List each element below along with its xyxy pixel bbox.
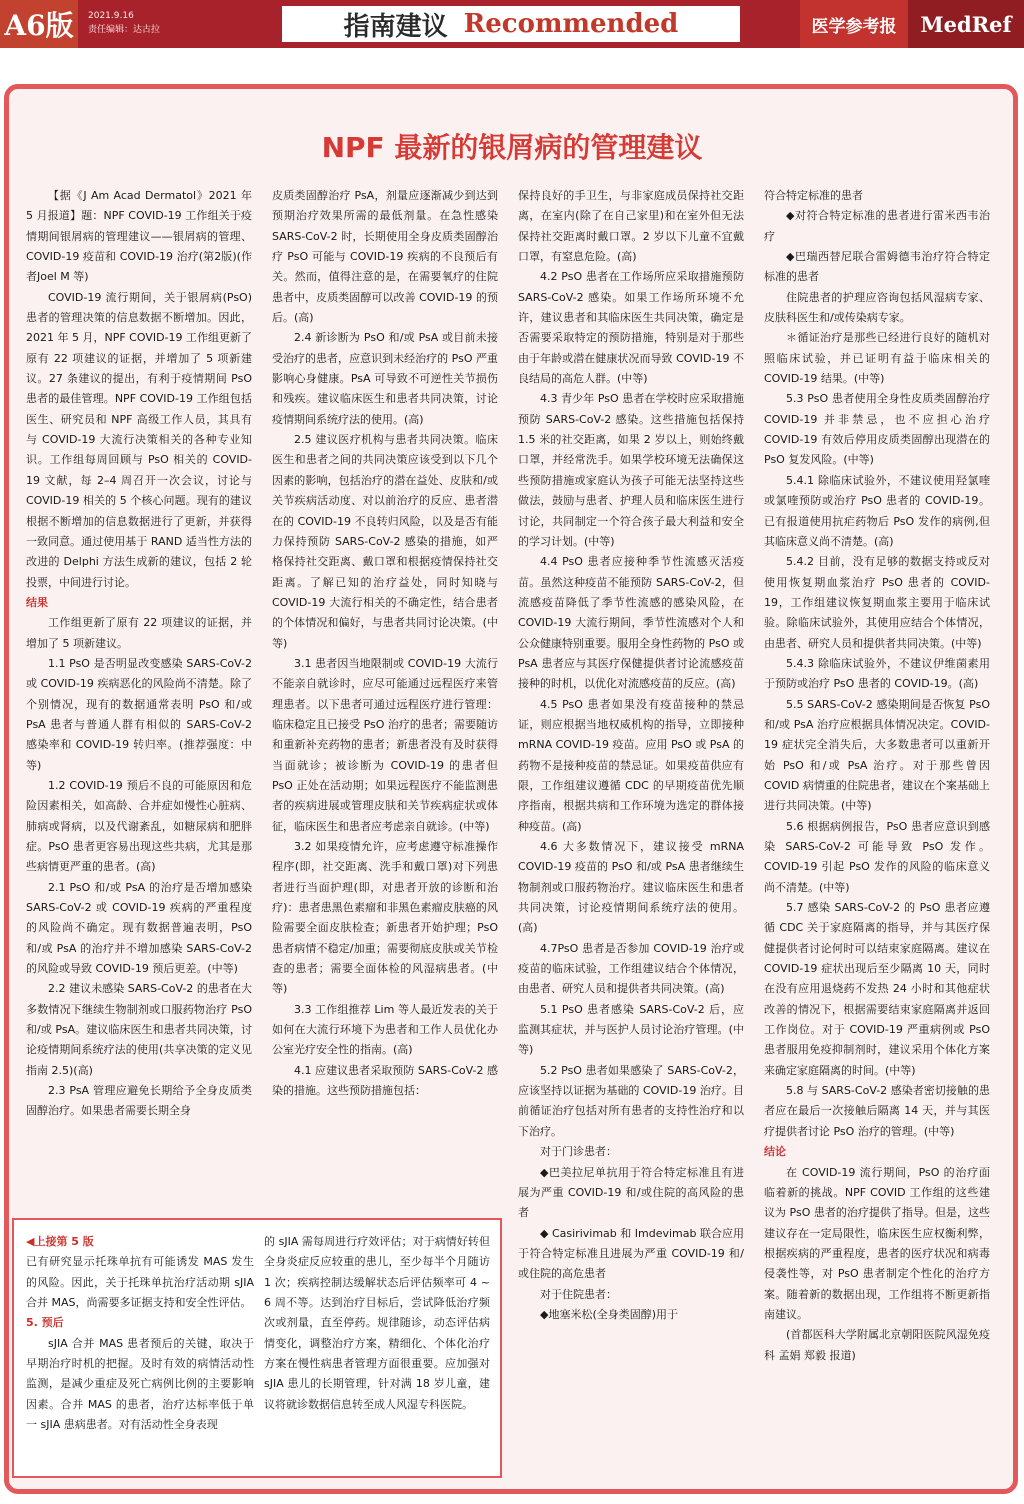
paragraph: 皮质类固醇治疗 PsA，剂量应逐渐减少到达到预期治疗效果所需的最低剂量。在急性感染 SARS-CoV-2 时，长期使用全身皮质类固醇治疗 PsO 可能与 COVID-19 疾病的不良预后有关。然而，值得注意的是，在需要氧疗的住院患者中，皮质类固醇可以改善 COVID-19 的预后。(高) <box>272 189 498 325</box>
issue-editor: 责任编辑：达古拉 <box>88 25 161 35</box>
paragraph: 4.5 PsO 患者如果没有疫苗接种的禁忌证，则应根据当地权威机构的指导，立即接种 mRNA COVID-19 疫苗。应用 PsO 或 PsA 的药物不是接种疫苗的禁忌证。如果疫苗供应有限，工作组建议遵循 CDC 的早期疫苗优先顺序指南，根据共病和工作环境为选定的群体接种疫苗。(高) <box>518 697 744 833</box>
issue-info <box>78 0 228 48</box>
paragraph: 1.1 PsO 是否明显改变感染 SARS-CoV-2 或 COVID-19 疾病恶化的风险尚不清楚。除了个别情况，现有的数据通常表明 PsO 和/或 PsA 患者与普通人群有相似的 SARS-CoV-2 感染率和 COVID-19 转归率。(推荐强度：中等) <box>26 656 252 772</box>
paragraph: 的 sJIA 需每周进行疗效评估；对于病情好转但全身炎症反应较重的患儿，至少每半个月随访 1 次；疾病控制达缓解状态后评估频率可 4 ~ 6 周不等。达到治疗目标后，尝试降低治疗频次或剂量，直至停药。规律随诊，动态评估病情变化，调整治疗方案，精细化、个体化治疗方案在慢性病患者管理方面很重要。应加强对 sJIA 患儿的长期管理，针对满 18 岁儿童，建议将就诊数据信息转至成人风湿专科医院。 <box>264 1235 490 1411</box>
paragraph: 5.2 PsO 患者如果感染了 SARS-CoV-2，应该坚持以证据为基础的 COVID-19 治疗。目前循证治疗包括对所有患者的支持性治疗和以下治疗。 <box>518 1063 744 1138</box>
section-heading: 5. 预后 <box>26 1316 64 1330</box>
paragraph: 2.5 建议医疗机构与患者共同决策。临床医生和患者之间的共同决策应该受到以下几个因素的影响，包括治疗的潜在益处、皮肤和/或关节疾病活动度、对以前治疗的反应、患者潜在的 COVID-19 不良转归风险，以及是否有能力保持预防 SARS-CoV-2 感染的措施，如严格保持社交距离、戴口罩和根据疫情保持社交距离。了解已知的治疗益处，同时知晓与 COVID-19 大流行相关的不确定性，结合患者的个体情况和偏好，与患者共同讨论决策。(中等) <box>272 433 498 650</box>
section-heading: 结论 <box>764 1145 786 1159</box>
paragraph: 4.3 青少年 PsO 患者在学校时应采取措施预防 SARS-CoV-2 感染。这些措施包括保持 1.5 米的社交距离，如果 2 岁以上，则始终戴口罩，并经常洗手。如果学校环境无法确保这些预防措施或家庭认为孩子可能无法坚持这些做法，鼓励与患者、护理人员和临床医生进行讨论，共同制定一个符合孩子最大利益和安全的学习计划。(中等) <box>518 392 744 548</box>
page-number: A6版 <box>0 0 78 48</box>
article-column-4 <box>764 186 990 1476</box>
article-column-2 <box>272 186 498 1210</box>
paragraph: ◆ Casirivimab 和 Imdevimab 联合应用于符合特定标准且进展为严重 COVID-19 和/或住院的高危患者 <box>518 1226 744 1281</box>
paragraph: 对于门诊患者： <box>540 1145 617 1159</box>
section-heading: 结果 <box>26 595 48 609</box>
paragraph: 在 COVID-19 流行期间，PsO 的治疗面临着新的挑战。NPF COVID 工作组的这些建议为 PsO 患者的治疗提供了指导。但是，这些建议存在一定局限性，临床医生应权衡利弊，根据疾病的严重程度，患者的医疗状况和病毒侵袭性等，对 PsO 患者制定个性化的治疗方案。随着新的数据出现，工作组将不断更新指南建议。 <box>764 1165 990 1321</box>
continued-column-1 <box>26 1232 254 1476</box>
paragraph: ◆巴瑞西替尼联合雷姆德韦治疗符合特定标准的患者 <box>764 250 990 284</box>
continued-from-mark: ◀上接第 5 版 <box>26 1235 94 1248</box>
paragraph: 5.5 SARS-CoV-2 感染期间是否恢复 PsO 和/或 PsA 治疗应根据具体情况决定。COVID-19 症状完全消失后，大多数患者可以重新开始 PsO 和/或 PsA 治疗。对于那些曾因 COVID 病情重的住院患者，建议在个案基础上进行共同决策。(中等) <box>764 697 990 813</box>
paragraph: 4.2 PsO 患者在工作场所应采取措施预防 SARS-CoV-2 感染。如果工作场所环境不允许，建议患者和其临床医生共同决策，确定是否需要采取特定的预防措施，特别是对于那些由于年龄或潜在健康状况而导致 COVID-19 不良结局的高危人群。(中等) <box>518 270 744 386</box>
paragraph: 2.1 PsO 和/或 PsA 的治疗是否增加感染 SARS-CoV-2 或 COVID-19 疾病的严重程度的风险尚不确定。现有数据普遍表明，PsO 和/或 PsA 的治疗并不增加感染 SARS-CoV-2 的风险或导致 COVID-19 预后更差。(中等) <box>26 880 252 976</box>
paragraph: 【据《J Am Acad Dermatol》2021 年 5 月报道】题：NPF COVID-19 工作组关于疫情期间银屑病的管理建议——银屑病的管理、COVID-19 疫苗和 COVID-19 治疗(第2版)(作者Joel M 等) <box>26 189 252 284</box>
paragraph: 4.6 大多数情况下，建议接受 mRNA COVID-19 疫苗的 PsO 和/或 PsA 患者继续生物制剂或口服药物治疗。建议临床医生和患者共同决策，讨论疫情期间系统疗法的使用。(高) <box>518 840 744 935</box>
paragraph: 1.2 COVID-19 预后不良的可能原因和危险因素相关，如高龄、合并症如慢性心脏病、肺病或肾病，以及代谢紊乱，如糖尿病和肥胖症。PsO 患者更容易出现这些共病，尤其是那些病情更严重的患者。(高) <box>26 778 252 874</box>
section-title-cn: 指南建议 <box>343 11 448 42</box>
paragraph: 2.4 新诊断为 PsO 和/或 PsA 或目前未接受治疗的患者，应意识到未经治疗的 PsO 严重影响心身健康。PsA 可导致不可逆性关节损伤和残疾。建议临床医生和患者共同决策，讨论疫情期间系统疗法的使用。(高) <box>272 331 498 426</box>
article-title: NPF 最新的银屑病的管理建议 <box>321 131 703 164</box>
paragraph: 5.4.3 除临床试验外，不建议伊维菌素用于预防或治疗 PsO 患者的 COVID-19。(高) <box>764 656 990 691</box>
paragraph: 2.2 建议未感染 SARS-CoV-2 的患者在大多数情况下继续生物制剂或口服药物治疗 PsO 和/或 PsA。建议临床医生和患者共同决策，讨论疫情期间系统疗法的使用(共享决策的定义见指南 2.5)(高) <box>26 982 252 1077</box>
paragraph: ◆对符合特定标准的患者进行雷米西韦治疗 <box>764 209 990 243</box>
paragraph: 5.3 PsO 患者使用全身性皮质类固醇治疗 COVID-19 并非禁忌，也不应担心治疗 COVID-19 有效后停用皮质类固醇出现潜在的 PsO 复发风险。(中等) <box>764 392 990 467</box>
paragraph: (首都医科大学附属北京朝阳医院风湿免疫科 孟娟 郑毅 报道) <box>764 1328 990 1362</box>
paragraph: 3.2 如果疫情允许，应考虑遵守标准操作程序(即，社交距离、洗手和戴口罩)对下列患者进行当面护理(即，对患者开放的诊断和治疗)：患者患黑色素瘤和非黑色素瘤皮肤癌的风险需要全面皮肤检查；新患者开始护理；PsO 患者病情不稳定/加重；需要彻底皮肤或关节检查的患者；需要全面体检的风湿病患者。(中等) <box>272 840 498 996</box>
paragraph: 5.8 与 SARS-CoV-2 感染者密切接触的患者应在最后一次接触后隔离 14 天，并与其医疗提供者讨论 PsO 治疗的管理。(中等) <box>764 1084 990 1138</box>
paragraph: 3.1 患者因当地限制或 COVID-19 大流行不能亲自就诊时，应尽可能通过远程医疗来管理患者。以下患者可通过远程医疗进行管理：临床稳定且已接受 PsO 治疗的患者；需要随访和重新补充药物的患者；新患者没有及时获得当面就诊；被诊断为 COVID-19 的患者但 PsO 正处在活动期；如果远程医疗不能监测患者的疾病进展或管理皮肤和关节疾病症状或体征，临床医生和患者应考虑亲自就诊。(中等) <box>272 656 498 833</box>
issue-date: 2021.9.16 <box>88 11 134 21</box>
brand-name-cn: 医学参考报 <box>800 0 908 48</box>
paragraph: COVID-19 流行期间，关于银屑病(PsO)患者的管理决策的信息数据不断增加。因此，2021 年 5 月，NPF COVID-19 工作组更新了原有 22 项建议的证据，并增加了 5 项新建议。27 条建议的提出，有利于疫情期间 PsO 患者的最佳管理。NPF COVID-19 工作组包括医生、研究员和 NPF 高级工作人员，其具有与 COVID-19 大流行决策相关的各种专业知识。工作组每周回顾与 PsO 相关的 COVID-19 文献，每 2–4 周召开一次会议，讨论与 COVID-19 相关的 5 个核心问题。现有的建议根据不断增加的信息数据进行了更新，并获得一致同意。通过使用基于 RAND 适当性方法的改进的 Delphi 方法生成新的建议，包括 2 轮投票，中间进行讨论。 <box>26 290 253 589</box>
paragraph: 5.7 感染 SARS-CoV-2 的 PsO 患者应遵循 CDC 关于家庭隔离的指导，并与其医疗保健提供者讨论何时可以结束家庭隔离。建议在 COVID-19 症状出现后至少隔离 10 天，同时在没有应用退烧药不发热 24 小时和其他症状改善的情况下，根据需要结束家庭隔离并返回工作岗位。对于 COVID-19 严重病例或 PsO 患者服用免疫抑制剂时，建议采用个体化方案来确定家庭隔离的时间。(中等) <box>764 901 990 1077</box>
section-title <box>282 6 740 42</box>
paragraph: 5.4.1 除临床试验外，不建议使用羟氯喹或氯喹预防或治疗 PsO 患者的 COVID-19。已有报道使用抗疟药物后 PsO 发作的病例,但其临床意义尚不清楚。(高) <box>764 473 990 548</box>
paragraph: 住院患者的护理应咨询包括风湿病专家、皮肤科医生和/或传染病专家。 <box>764 290 990 325</box>
paragraph: ＊循证治疗是那些已经进行良好的随机对照临床试验，并已证明有益于临床相关的 COVID-19 结果。(中等) <box>764 331 990 386</box>
paragraph: 5.1 PsO 患者感染 SARS-CoV-2 后，应监测其症状，并与医护人员讨论治疗管理。(中等) <box>518 1002 744 1057</box>
paragraph: 符合特定标准的患者 <box>764 189 863 202</box>
paragraph: 3.3 工作组推荐 Lim 等人最近发表的关于如何在大流行环境下为患者和工作人员优化办公室光疗安全性的指南。(高) <box>272 1002 498 1057</box>
paragraph: 5.4.2 目前，没有足够的数据支持或反对使用恢复期血浆治疗 PsO 患者的 COVID-19，工作组建议恢复期血浆主要用于临床试验。除临床试验外，其使用应结合个体情况，由患者、研究人员和提供者共同决策。(中等) <box>764 555 990 650</box>
brand-name-en: MedRef <box>908 0 1024 48</box>
paragraph: 5.6 根据病例报告，PsO 患者应意识到感染 SARS-CoV-2 可能导致 PsO 发作。COVID-19 引起 PsO 发作的风险的临床意义尚不清楚。(中等) <box>764 819 990 894</box>
paragraph: 2.3 PsA 管理应避免长期给予全身皮质类固醇治疗。如果患者需要长期全身 <box>26 1084 252 1118</box>
paragraph: sJIA 合并 MAS 患者预后的关键，取决于早期治疗时机的把握。及时有效的病情活动性监测，是减少重症及死亡病例比例的主要影响因素。合并 MAS 的患者，治疗达标率低于单一 sJIA 患病患者。对有活动性全身表现 <box>26 1336 254 1432</box>
section-title-en: Recommended <box>463 9 679 39</box>
paragraph: 4.1 应建议患者采取预防 SARS-CoV-2 感染的措施。这些预防措施包括： <box>272 1063 498 1098</box>
paragraph: 4.4 PsO 患者应接种季节性流感灭活疫苗。虽然这种疫苗不能预防 SARS-CoV-2，但流感疫苗降低了季节性流感的感染风险，在 COVID-19 大流行期间，季节性流感对个人和公众健康特别重要。服用全身性药物的 PsO 或 PsA 患者应与其医疗保健提供者讨论流感疫苗接种的时机，以优化对流感疫苗的反应。(高) <box>518 555 744 691</box>
paragraph: 保持良好的手卫生，与非家庭成员保持社交距离，在室内(除了在自己家里)和在室外但无法保持社交距离时戴口罩。2 岁以下儿童不宜戴口罩，有窒息危险。(高) <box>518 189 744 264</box>
paragraph: 已有研究显示托珠单抗有可能诱发 MAS 发生的风险。因此，关于托珠单抗治疗活动期 sJIA 合并 MAS，尚需要多证据支持和安全性评估。 <box>26 1255 254 1310</box>
paragraph: 对于住院患者： <box>540 1287 617 1301</box>
page-header <box>0 0 1024 48</box>
continued-column-2 <box>264 1232 490 1476</box>
continued-column-1-body <box>26 1252 254 1435</box>
paragraph: ◆地塞米松(全身类固醇)用于 <box>540 1307 679 1321</box>
paragraph: 4.7PsO 患者是否参加 COVID-19 治疗或疫苗的临床试验，工作组建议结合个体情况，由患者、研究人员和提供者共同决策。(高) <box>518 941 744 996</box>
paragraph: ◆巴美拉尼单抗用于符合特定标准且有进展为严重 COVID-19 和/或住院的高风险的患者 <box>518 1165 744 1220</box>
article-column-3 <box>518 186 744 1476</box>
article-column-1 <box>26 186 253 1118</box>
paragraph: 工作组更新了原有 22 项建议的证据，并增加了 5 项新建议。 <box>26 616 252 650</box>
